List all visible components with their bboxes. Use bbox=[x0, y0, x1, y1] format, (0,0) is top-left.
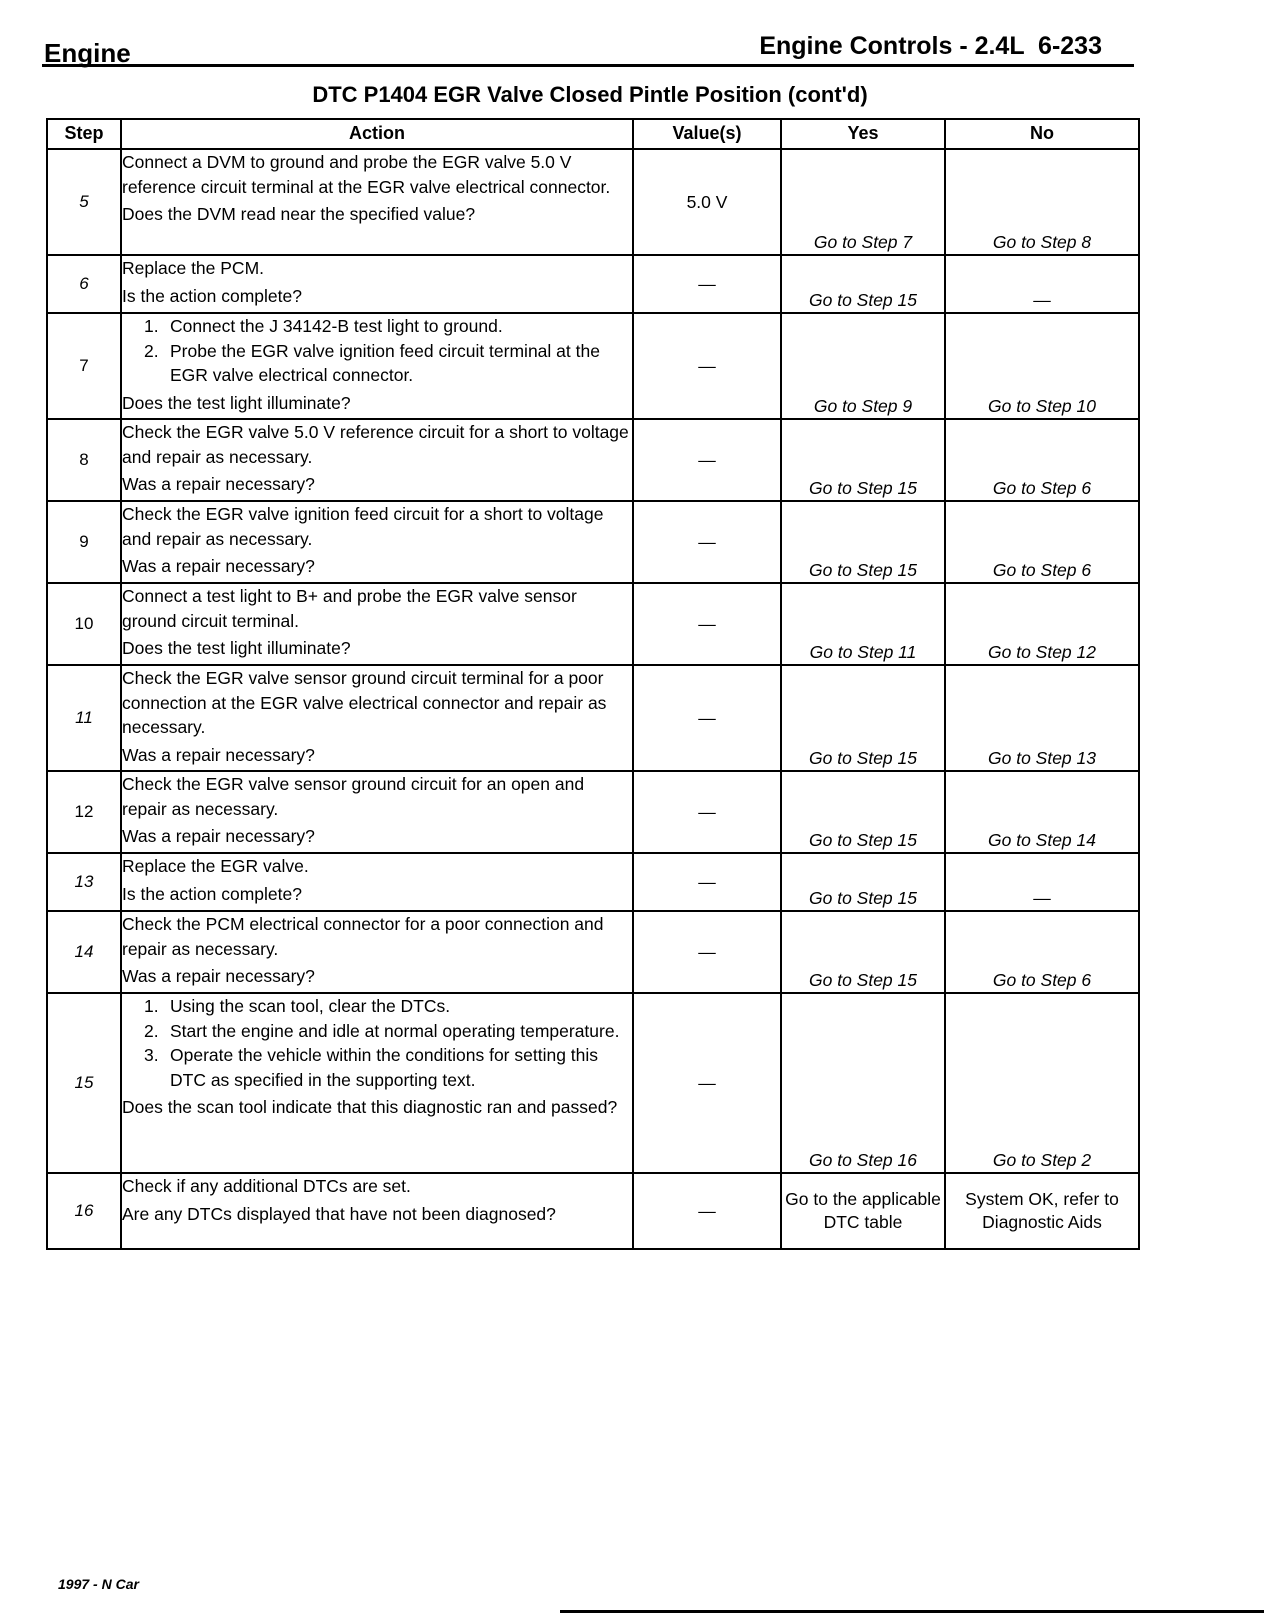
yes-result: Go to Step 15 bbox=[781, 501, 945, 583]
action-text: Replace the PCM. bbox=[122, 258, 265, 278]
table-header-row bbox=[47, 119, 1139, 149]
value-cell: — bbox=[633, 1173, 781, 1249]
step-number: 11 bbox=[47, 665, 121, 771]
value-cell: — bbox=[633, 583, 781, 665]
column-header-values: Value(s) bbox=[633, 119, 781, 149]
list-number: 3. bbox=[144, 1045, 159, 1065]
list-item bbox=[122, 1043, 632, 1092]
no-result: Go to Step 10 bbox=[945, 313, 1139, 419]
table-row bbox=[47, 771, 1139, 853]
column-header-action: Action bbox=[121, 119, 633, 149]
no-result: Go to Step 6 bbox=[945, 419, 1139, 501]
action-question: Is the action complete? bbox=[122, 883, 302, 904]
action-cell bbox=[121, 583, 633, 665]
list-number: 2. bbox=[144, 340, 159, 361]
step-number: 16 bbox=[47, 1173, 121, 1249]
no-result: Go to Step 12 bbox=[945, 583, 1139, 665]
action-cell bbox=[121, 993, 633, 1173]
footer-rule bbox=[560, 1610, 1264, 1613]
no-result: Go to Step 14 bbox=[945, 771, 1139, 853]
footer-model: 1997 - N Car bbox=[58, 1576, 139, 1592]
no-result: Go to Step 6 bbox=[945, 501, 1139, 583]
yes-result: Go to Step 9 bbox=[781, 313, 945, 419]
no-result: System OK, refer to Diagnostic Aids bbox=[945, 1173, 1139, 1249]
action-question: Was a repair necessary? bbox=[122, 826, 315, 846]
diagnostic-table bbox=[46, 118, 1140, 1250]
action-question: Does the scan tool indicate that this diagnostic ran and passed? bbox=[122, 1097, 618, 1117]
step-number: 7 bbox=[47, 313, 121, 419]
yes-result: Go to Step 15 bbox=[781, 665, 945, 771]
yes-result: Go to Step 15 bbox=[781, 771, 945, 853]
action-cell bbox=[121, 255, 633, 313]
action-cell bbox=[121, 501, 633, 583]
action-cell bbox=[121, 771, 633, 853]
action-question: Does the test light illuminate? bbox=[122, 638, 351, 658]
list-number: 2. bbox=[144, 1020, 159, 1041]
yes-result: Go to Step 15 bbox=[781, 911, 945, 993]
action-cell bbox=[121, 419, 633, 501]
action-text: Check the EGR valve 5.0 V reference circuit for a short to voltage and repair as necessary. bbox=[122, 422, 629, 467]
column-header-no: No bbox=[945, 119, 1139, 149]
action-text: Check if any additional DTCs are set. bbox=[122, 1176, 411, 1196]
value-cell: — bbox=[633, 853, 781, 911]
action-question: Was a repair necessary? bbox=[122, 744, 315, 765]
list-text: Probe the EGR valve ignition feed circuit terminal at the EGR valve electrical connector. bbox=[170, 340, 600, 385]
yes-result: Go to Step 15 bbox=[781, 255, 945, 313]
section-title: Engine bbox=[44, 38, 131, 68]
table-row bbox=[47, 419, 1139, 501]
yes-result: Go to the applicable DTC table bbox=[781, 1173, 945, 1249]
yes-result: Go to Step 16 bbox=[781, 993, 945, 1173]
value-cell: — bbox=[633, 771, 781, 853]
action-cell bbox=[121, 149, 633, 255]
value-cell: — bbox=[633, 993, 781, 1173]
list-text: Using the scan tool, clear the DTCs. bbox=[170, 996, 451, 1016]
no-result: Go to Step 8 bbox=[945, 149, 1139, 255]
step-number: 5 bbox=[47, 149, 121, 255]
step-number: 14 bbox=[47, 911, 121, 993]
list-text: Start the engine and idle at normal operating temperature. bbox=[170, 1020, 620, 1041]
no-result: Go to Step 13 bbox=[945, 665, 1139, 771]
no-result: Go to Step 6 bbox=[945, 911, 1139, 993]
table-row bbox=[47, 665, 1139, 771]
list-item bbox=[122, 1019, 632, 1044]
table-title: DTC P1404 EGR Valve Closed Pintle Position (cont'd) bbox=[312, 82, 868, 107]
action-text: Check the PCM electrical connector for a poor connection and repair as necessary. bbox=[122, 914, 604, 959]
table-row bbox=[47, 149, 1139, 255]
action-text: Connect a DVM to ground and probe the EGR valve 5.0 V reference circuit terminal at the EGR valve electrical connector. bbox=[122, 152, 611, 197]
yes-result: Go to Step 15 bbox=[781, 853, 945, 911]
action-text: Check the EGR valve ignition feed circuit for a short to voltage and repair as necessary. bbox=[122, 504, 604, 549]
action-text: Replace the EGR valve. bbox=[122, 856, 309, 876]
action-text: Check the EGR valve sensor ground circuit for an open and repair as necessary. bbox=[122, 774, 585, 819]
list-text: Operate the vehicle within the conditions for setting this DTC as specified in the supporting text. bbox=[170, 1045, 599, 1090]
table-row bbox=[47, 501, 1139, 583]
table-row bbox=[47, 993, 1139, 1173]
action-cell bbox=[121, 853, 633, 911]
value-cell: — bbox=[633, 313, 781, 419]
step-number: 6 bbox=[47, 255, 121, 313]
list-item bbox=[122, 339, 632, 388]
table-row bbox=[47, 911, 1139, 993]
action-cell bbox=[121, 1173, 633, 1249]
step-number: 9 bbox=[47, 501, 121, 583]
column-header-yes: Yes bbox=[781, 119, 945, 149]
action-list bbox=[122, 994, 632, 1092]
yes-result: Go to Step 7 bbox=[781, 149, 945, 255]
step-number: 15 bbox=[47, 993, 121, 1173]
column-header-step: Step bbox=[47, 119, 121, 149]
action-cell bbox=[121, 911, 633, 993]
action-cell bbox=[121, 313, 633, 419]
action-text: Connect a test light to B+ and probe the EGR valve sensor ground circuit terminal. bbox=[122, 586, 577, 631]
step-number: 8 bbox=[47, 419, 121, 501]
table-row bbox=[47, 313, 1139, 419]
no-result: — bbox=[945, 853, 1139, 911]
action-question: Was a repair necessary? bbox=[122, 556, 315, 576]
action-list bbox=[122, 314, 632, 388]
value-cell: — bbox=[633, 501, 781, 583]
action-question: Is the action complete? bbox=[122, 285, 302, 306]
yes-result: Go to Step 15 bbox=[781, 419, 945, 501]
no-result: — bbox=[945, 255, 1139, 313]
table-row bbox=[47, 1173, 1139, 1249]
table-row bbox=[47, 583, 1139, 665]
action-question: Was a repair necessary? bbox=[122, 966, 315, 986]
step-number: 13 bbox=[47, 853, 121, 911]
chapter-page-heading: Engine Controls - 2.4L 6-233 bbox=[759, 32, 1102, 60]
value-cell: — bbox=[633, 255, 781, 313]
list-text: Connect the J 34142-B test light to ground. bbox=[170, 316, 503, 336]
action-cell bbox=[121, 665, 633, 771]
table-row bbox=[47, 255, 1139, 313]
action-question: Was a repair necessary? bbox=[122, 474, 315, 494]
list-item bbox=[122, 994, 632, 1019]
yes-result: Go to Step 11 bbox=[781, 583, 945, 665]
header-rule bbox=[42, 64, 1134, 67]
value-cell: — bbox=[633, 911, 781, 993]
action-text: Check the EGR valve sensor ground circuit terminal for a poor connection at the EGR valve electrical connector and repair as necessary. bbox=[122, 668, 607, 737]
value-cell: 5.0 V bbox=[633, 149, 781, 255]
step-number: 10 bbox=[47, 583, 121, 665]
table-row bbox=[47, 853, 1139, 911]
step-number: 12 bbox=[47, 771, 121, 853]
value-cell: — bbox=[633, 419, 781, 501]
value-cell: — bbox=[633, 665, 781, 771]
list-number: 1. bbox=[144, 996, 159, 1016]
no-result: Go to Step 2 bbox=[945, 993, 1139, 1173]
action-question: Are any DTCs displayed that have not been diagnosed? bbox=[122, 1203, 556, 1224]
list-number: 1. bbox=[144, 316, 159, 336]
action-question: Does the test light illuminate? bbox=[122, 392, 351, 413]
action-question: Does the DVM read near the specified value? bbox=[122, 204, 476, 224]
list-item bbox=[122, 314, 632, 339]
